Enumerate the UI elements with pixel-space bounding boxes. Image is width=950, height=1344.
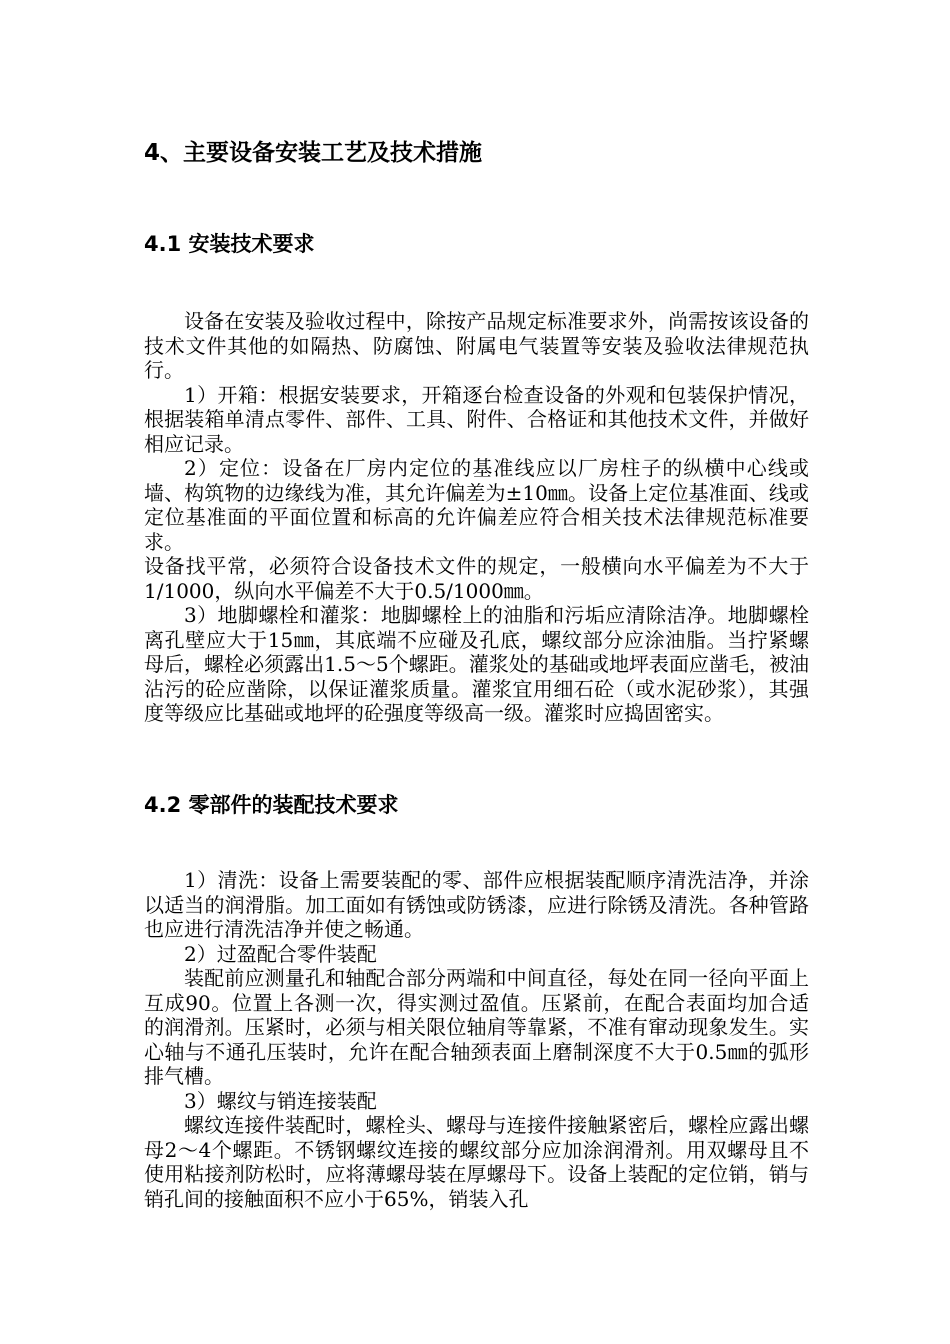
section-heading-4-2: 4.2 零部件的装配技术要求 bbox=[144, 793, 399, 817]
paragraph: 1）清洗：设备上需要装配的零、部件应根据装配顺序清洗洁净，并涂以适当的润滑脂。加工面如有锈蚀或防锈漆，应进行除锈及清洗。各种管路也应进行清洗洁净并使之畅通。 bbox=[144, 868, 809, 941]
paragraph: 3）地脚螺栓和灌浆：地脚螺栓上的油脂和污垢应清除洁净。地脚螺栓离孔壁应大于15㎜，其底端不应碰及孔底，螺纹部分应涂油脂。当拧紧螺母后，螺栓必须露出1.5～5个螺距。灌浆处的基础或地坪表面应凿毛，被油沾污的砼应凿除，以保证灌浆质量。灌浆宜用细石砼（或水泥砂浆），其强度等级应比基础或地坪的砼强度等级高一级。灌浆时应捣固密实。 bbox=[144, 603, 809, 725]
paragraph: 1）开箱：根据安装要求，开箱逐台检查设备的外观和包装保护情况，根据装箱单清点零件、部件、工具、附件、合格证和其他技术文件，并做好相应记录。 bbox=[144, 382, 809, 456]
paragraph: 装配前应测量孔和轴配合部分两端和中间直径，每处在同一径向平面上互成90。位置上各测一次，得实测过盈值。压紧前，在配合表面均加合适的润滑剂。压紧时，必须与相关限位轴肩等靠紧，不准有窜动现象发生。实心轴与不通孔压装时，允许在配合轴颈表面上磨制深度不大于0.5㎜的弧形排气槽。 bbox=[144, 966, 809, 1088]
paragraph: 设备找平常，必须符合设备技术文件的规定，一般横向水平偏差为不大于1/1000，纵向水平偏差不大于0.5/1000㎜。 bbox=[144, 554, 809, 603]
paragraph: 2）过盈配合零件装配 bbox=[184, 941, 377, 966]
section-4-1-body bbox=[144, 309, 809, 726]
paragraph: 2）定位：设备在厂房内定位的基准线应以厂房柱子的纵横中心线或墙、构筑物的边缘线为准，其允许偏差为±10㎜。设备上定位基准面、线或定位基准面的平面位置和标高的允许偏差应符合相关技术法律规范标准要求。 bbox=[144, 456, 809, 554]
paragraph: 设备在安装及验收过程中，除按产品规定标准要求外，尚需按该设备的技术文件其他的如隔热、防腐蚀、附属电气装置等安装及验收法律规范执行。 bbox=[144, 309, 809, 382]
paragraph: 螺纹连接件装配时，螺栓头、螺母与连接件接触紧密后，螺栓应露出螺母2～4个螺距。不锈钢螺纹连接的螺纹部分应加涂润滑剂。用双螺母且不使用粘接剂防松时，应将薄螺母装在厚螺母下。设备上装配的定位销，销与销孔间的接触面积不应小于65%，销装入孔 bbox=[144, 1113, 809, 1211]
paragraph: 3）螺纹与销连接装配 bbox=[184, 1088, 377, 1113]
section-heading-4-1: 4.1 安装技术要求 bbox=[144, 232, 315, 256]
section-4-2-body bbox=[144, 868, 809, 1211]
chapter-heading: 4、主要设备安装工艺及技术措施 bbox=[144, 140, 483, 166]
